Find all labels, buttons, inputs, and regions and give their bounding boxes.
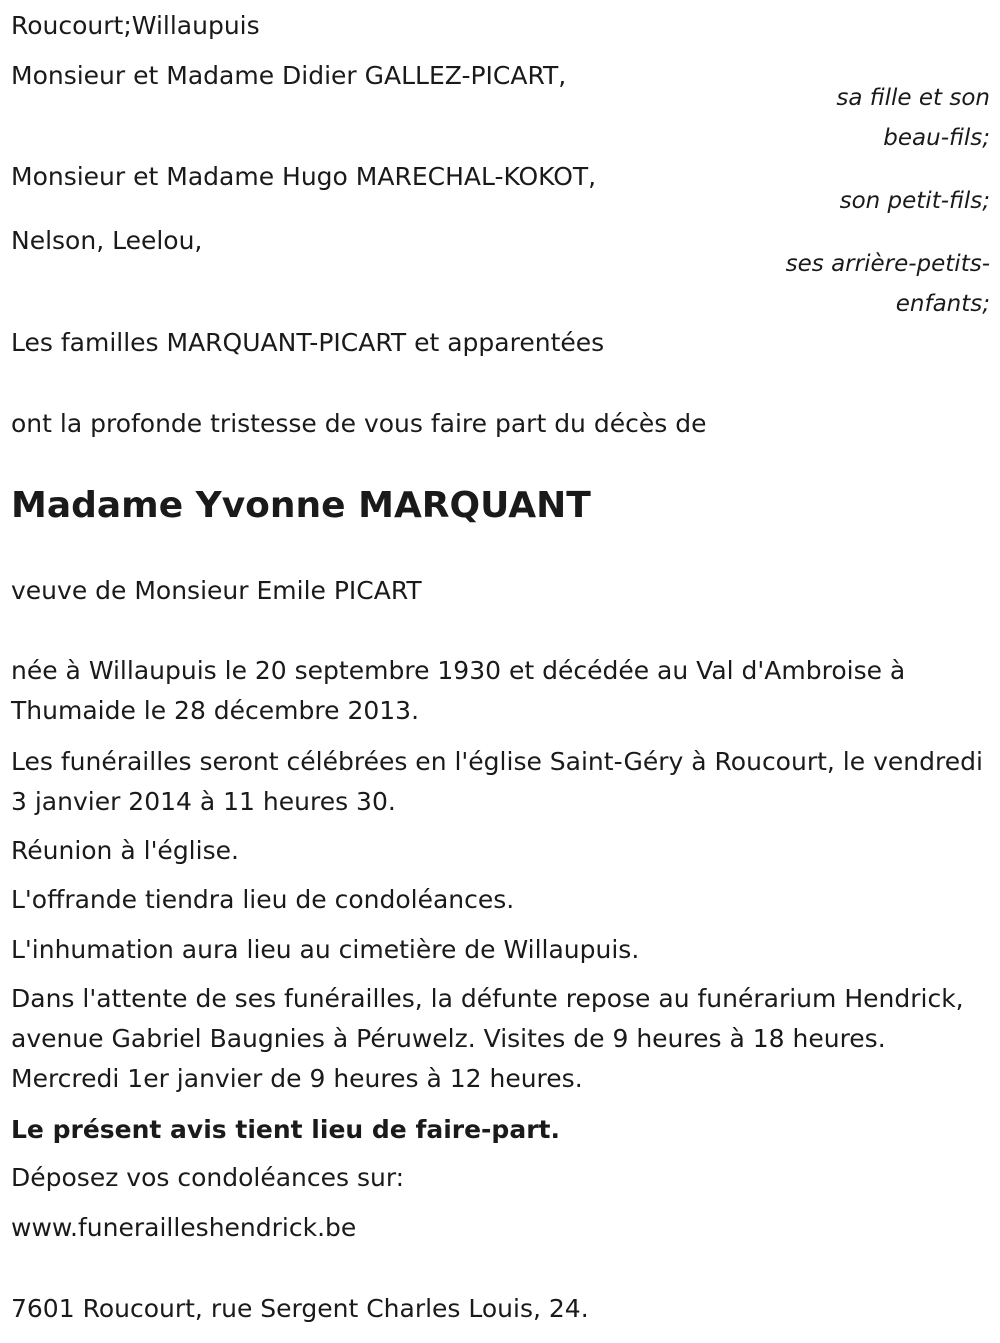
- website-link[interactable]: www.funerailleshendrick.be: [11, 1213, 357, 1242]
- notice-text: Le présent avis tient lieu de faire-part.: [11, 1115, 560, 1144]
- family-member-1-relation-line-2: beau-fils;: [883, 125, 990, 151]
- condolences-label: Déposez vos condoléances sur:: [11, 1163, 405, 1192]
- visitation-paragraph: Dans l'attente de ses funérailles, la défunte repose au funérarium Hendrick, avenue Gabriel Baugnies à Péruwelz. Visites de 9 heures à 18 heures. Mercredi 1er janvier de 9 heures à 12 heures.: [11, 984, 964, 1093]
- location-header: Roucourt;Willaupuis: [11, 11, 260, 40]
- family-member-3-name: Nelson, Leelou,: [11, 226, 203, 255]
- family-member-3-relation-line-1: ses arrière-petits-: [785, 251, 990, 277]
- family-member-2-name: Monsieur et Madame Hugo MARECHAL-KOKOT,: [11, 162, 597, 191]
- offering-text: L'offrande tiendra lieu de condoléances.: [11, 885, 515, 914]
- burial-text: L'inhumation aura lieu au cimetière de Willaupuis.: [11, 935, 640, 964]
- family-member-2-relation-line-1: son petit-fils;: [839, 188, 990, 214]
- deceased-name: Madame Yvonne MARQUANT: [11, 485, 591, 526]
- funeral-paragraph: Les funérailles seront célébrées en l'église Saint-Géry à Roucourt, le vendredi 3 janvier 2014 à 11 heures 30.: [11, 747, 983, 816]
- families-line: Les familles MARQUANT-PICART et apparentées: [11, 328, 605, 357]
- birth-death-paragraph: née à Willaupuis le 20 septembre 1930 et décédée au Val d'Ambroise à Thumaide le 28 décembre 2013.: [11, 656, 906, 725]
- address-text: 7601 Roucourt, rue Sergent Charles Louis, 24.: [11, 1294, 589, 1323]
- meeting-text: Réunion à l'église.: [11, 836, 239, 865]
- announcement-text: ont la profonde tristesse de vous faire part du décès de: [11, 409, 707, 438]
- family-member-1-name: Monsieur et Madame Didier GALLEZ-PICART,: [11, 61, 567, 90]
- family-member-3-relation-line-2: enfants;: [895, 291, 990, 317]
- widow-of-text: veuve de Monsieur Emile PICART: [11, 576, 422, 605]
- family-member-1-relation-line-1: sa fille et son: [836, 85, 990, 111]
